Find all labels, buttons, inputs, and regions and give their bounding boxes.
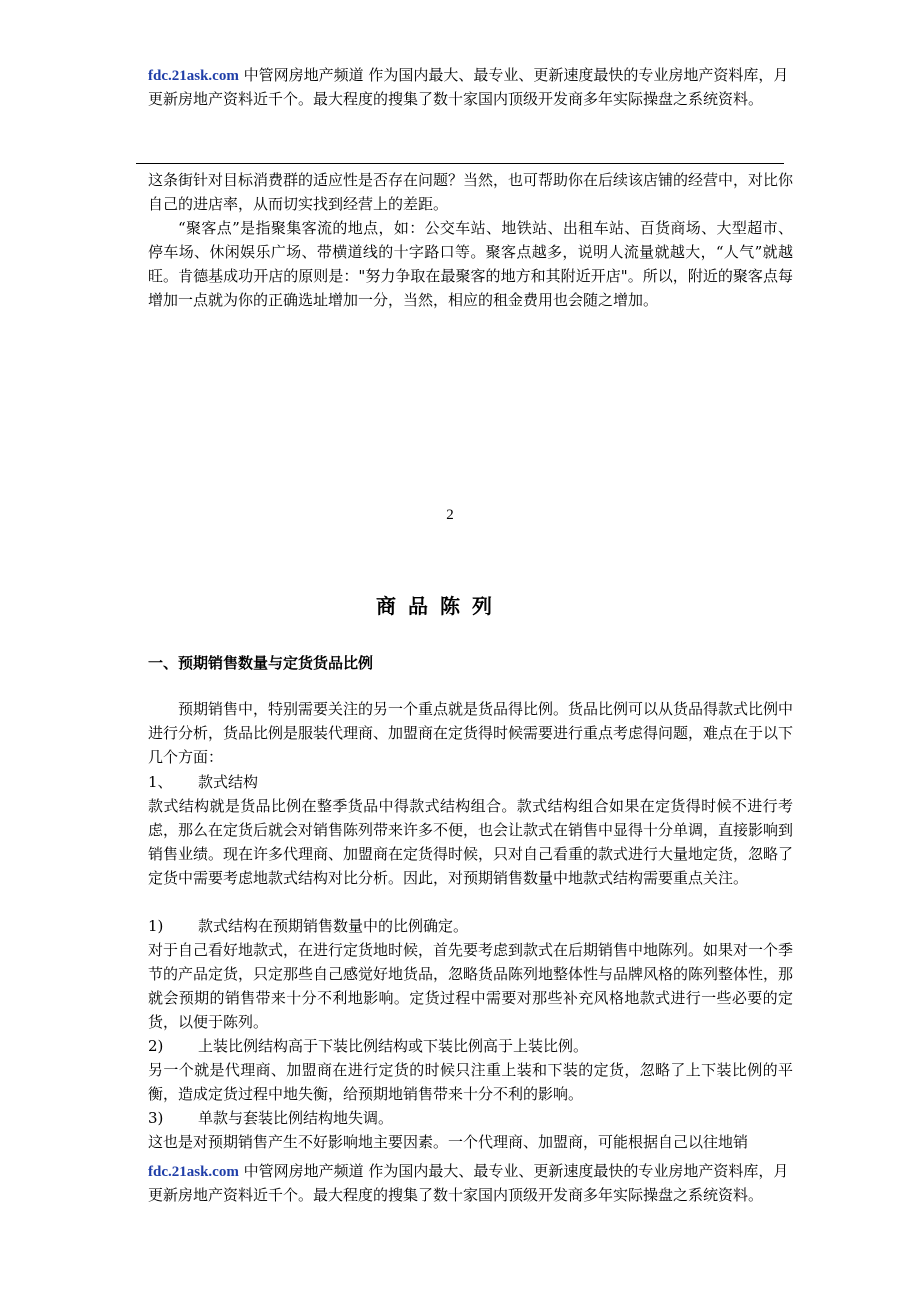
page-number: 2: [446, 507, 454, 523]
footer-text: 中管网房地产频道 作为国内最大、最专业、更新速度最快的专业房地产资料库，月更新房地产资料近千个。最大程度的搜集了数十家国内顶级开发商多年实际操盘之系统资料。: [148, 1162, 789, 1204]
sub-item-2-number: 2): [148, 1037, 164, 1055]
page-footer: [148, 1160, 800, 1207]
sub-item-2-title: 上装比例结构高于下装比例结构或下装比例高于上装比例。: [198, 1037, 589, 1055]
sub-item-1: [148, 914, 793, 938]
intro-paragraph: 预期销售中，特别需要关注的另一个重点就是货品得比例。货品比例可以从货品得款式比例中进行分析，货品比例是服装代理商、加盟商在定货得时候需要进行重点考虑得问题，难点在于以下几个方面：: [148, 700, 794, 766]
list-item-1: [148, 770, 793, 794]
item1-body: 款式结构就是货品比例在整季货品中得款式结构组合。款式结构组合如果在定货得时候不进行考虑，那么在定货后就会对销售陈列带来许多不便，也会让款式在销售中显得十分单调，直接影响到销售业绩。现在许多代理商、加盟商在定货得时候，只对自己看重的款式进行大量地定货，忽略了定货中需要考虑地款式结构对比分析。因此，对预期销售数量中地款式结构需要重点关注。: [148, 797, 794, 887]
section-title: 商品陈列: [376, 594, 504, 618]
sub-item-3-title: 单款与套装比例结构地失调。: [198, 1109, 394, 1127]
header-divider: [136, 163, 784, 164]
sub-item-1-title: 款式结构在预期销售数量中的比例确定。: [198, 917, 469, 935]
sub3-body: 这也是对预期销售产生不好影响地主要因素。一个代理商、加盟商，可能根据自己以往地销: [148, 1133, 749, 1151]
sub-item-3-number: 3): [148, 1109, 164, 1127]
sub2-body: 另一个就是代理商、加盟商在进行定货的时候只注重上装和下装的定货，忽略了上下装比例的平衡，造成定货过程中地失衡，给预期地销售带来十分不利的影响。: [148, 1061, 793, 1103]
header-text: 中管网房地产频道 作为国内最大、最专业、更新速度最快的专业房地产资料库，月更新房地产资料近千个。最大程度的搜集了数十家国内顶级开发商多年实际操盘之系统资料。: [148, 66, 789, 108]
previous-paragraph-2: “聚客点”是指聚集客流的地点，如：公交车站、地铁站、出租车站、百货商场、大型超市、停车场、休闲娱乐广场、带横道线的十字路口等。聚客点越多，说明人流量就越大，“人气”就越旺。肯德基成功开店的原则是："努力争取在最聚客的地方和其附近开店"。所以，附近的聚客点每增加一点就为你的正确选址增加一分，当然，相应的租金费用也会随之增加。: [148, 219, 793, 309]
footer-brand-link[interactable]: fdc.21ask.com: [148, 1164, 239, 1180]
sub1-body: 对于自己看好地款式，在进行定货地时候，首先要考虑到款式在后期销售中地陈列。如果对一个季节的产品定货，只定那些自己感觉好地货品，忽略货品陈列地整体性与品牌风格的陈列整体性，那就会预期的销售带来十分不利地影响。定货过程中需要对那些补充风格地款式进行一些必要的定货，以便于陈列。: [148, 941, 794, 1031]
list-item-1-number: 1、: [148, 773, 173, 791]
page-header: [148, 64, 800, 111]
previous-paragraph-1: 这条街针对目标消费群的适应性是否存在问题？当然，也可帮助你在后续该店铺的经营中，对比你自己的进店率，从而切实找到经营上的差距。: [148, 171, 794, 213]
section-subheading: 一、预期销售数量与定货货品比例: [148, 654, 374, 672]
list-item-1-title: 款式结构: [198, 773, 259, 791]
header-brand-link[interactable]: fdc.21ask.com: [148, 68, 239, 84]
sub-item-2: [148, 1034, 793, 1058]
sub-item-1-number: 1): [148, 917, 164, 935]
sub-item-3: [148, 1106, 793, 1130]
